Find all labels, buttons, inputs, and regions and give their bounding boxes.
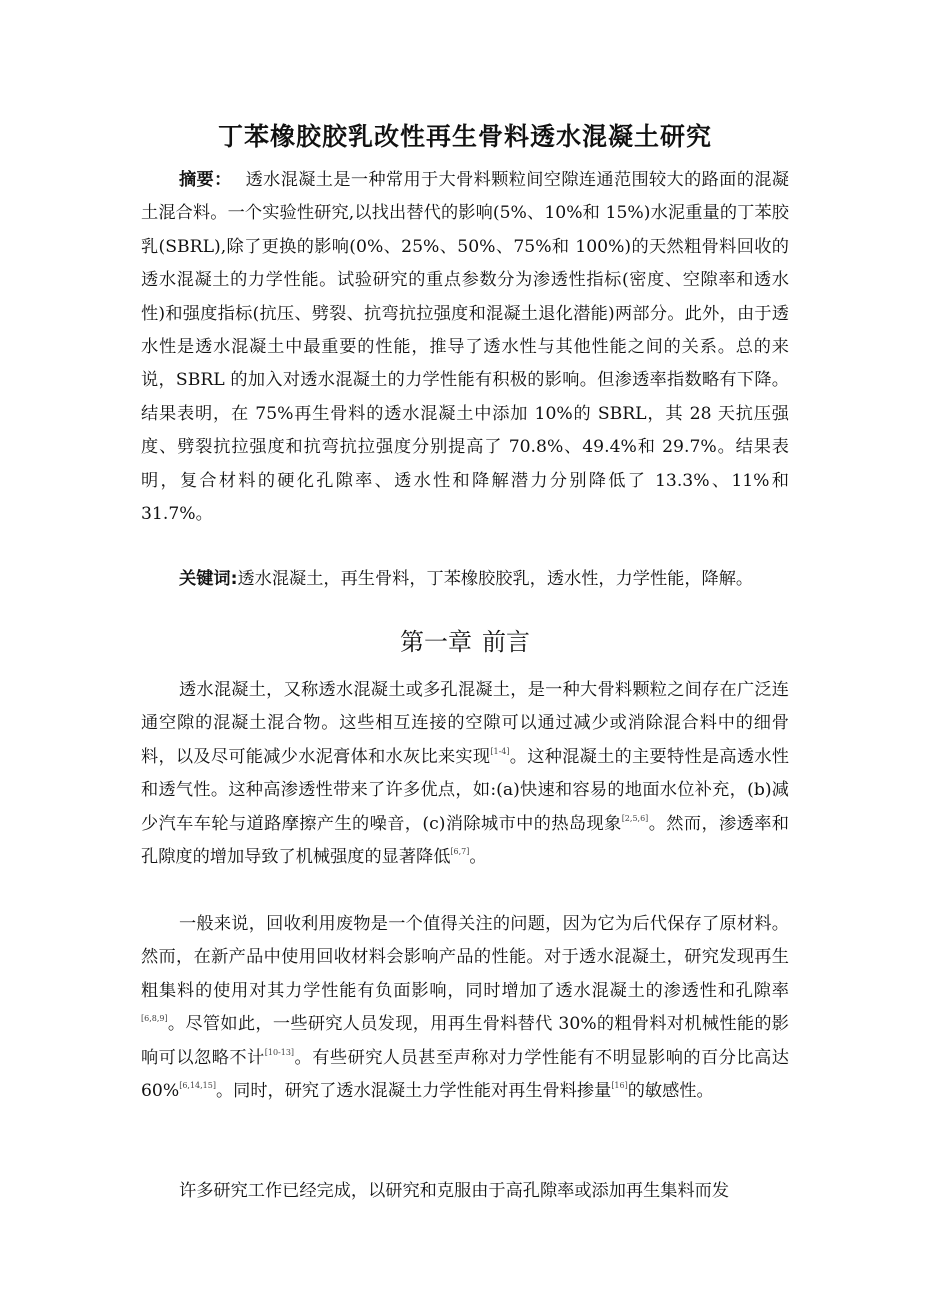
citation: [2,5,6] [621, 813, 649, 823]
paragraph-3: 许多研究工作已经完成，以研究和克服由于高孔隙率或添加再生集料而发 [179, 1181, 730, 1201]
paragraph-1 [141, 674, 789, 874]
paragraph-text: 透水混凝土，又称透水混凝土或多孔混凝土，是一种大骨料颗粒之间存在广泛连通空隙的混凝土混合物。这些相互连接的空隙可以通过减少或消除混合料中的细骨料，以及尽可能减少水泥膏体和水灰比来实现 [141, 680, 789, 767]
paragraph-text: 。 [469, 847, 487, 868]
chapter-title: 前言 [482, 628, 530, 656]
paragraph-text: 。同时，研究了透水混凝土力学性能对再生骨料掺量 [215, 1081, 612, 1102]
paragraph-text: 。这种混凝土的主要特性是高透水性和透气性。这种高渗透性带来了许多优点，如:(a)快速和容易的地面水位补充，(b)减少汽车车轮与道路摩擦产生的噪音，(c)消除城市中的热岛现象 [141, 746, 789, 834]
paragraph-text: 的敏感性。 [627, 1081, 714, 1102]
citation: [6,8,9] [141, 1014, 168, 1024]
paper-title: 丁苯橡胶胶乳改性再生骨料透水混凝土研究 [217, 122, 712, 151]
keywords-label: 关键词: [179, 569, 238, 589]
citation: [1-4] [490, 746, 510, 756]
paragraph-2 [141, 908, 789, 1108]
citation: [16] [611, 1081, 628, 1091]
abstract-label: 摘要： [179, 170, 232, 190]
keywords-text: 透水混凝土，再生骨料，丁苯橡胶胶乳，透水性，力学性能，降解。 [237, 569, 754, 589]
citation: [6,14,15] [179, 1081, 216, 1091]
citation: [6,7] [450, 847, 470, 857]
paragraph-text: 一般来说，回收利用废物是一个值得关注的问题，因为它为后代保存了原材料。然而，在新产品中使用回收材料会影响产品的性能。对于透水混凝土，研究发现再生粗集料的使用对其力学性能有负面影响，同时增加了透水混凝土的渗透性和孔隙率 [141, 914, 789, 1001]
abstract [141, 164, 789, 531]
paragraph-text: 。然而，渗透率和孔隙度的增加导致了机械强度的显著降低 [141, 813, 789, 868]
citation: [10-13] [264, 1047, 295, 1057]
keywords [141, 563, 789, 596]
chapter-heading [140, 623, 790, 661]
paragraph-text: 。尽管如此，一些研究人员发现，用再生骨料替代 30%的粗骨料对机械性能的影响可以忽略不计 [141, 1014, 789, 1068]
abstract-text: 透水混凝土是一种常用于大骨料颗粒间空隙连通范围较大的路面的混凝土混合料。一个实验性研究,以找出替代的影响(5%、10%和 15%)水泥重量的丁苯胶乳(SBRL),除了更换的影响(0%、25%、50%、75%和 100%)的天然粗骨料回收的透水混凝土的力学性能。试验研究的重点参数分为渗透性指标(密度、空隙率和透水性)和强度指标(抗压、劈裂、抗弯抗拉强度和混凝土退化潜能)两部分。此外，由于透水性是透水混凝土中最重要的性能，推导了透水性与其他性能之间的关系。总的来说，SBRL 的加入对透水混凝土的力学性能有积极的影响。但渗透率指数略有下降。结果表明，在 75%再生骨料的透水混凝土中添加 10%的 SBRL，其 28 天抗压强度、劈裂抗拉强度和抗弯抗拉强度分别提高了 70.8%、49.4%和 29.7%。结果表明，复合材料的硬化孔隙率、透水性和降解潜力分别降低了 13.3%、11%和 31.7%。 [141, 170, 789, 525]
chapter-number: 第一章 [400, 628, 472, 656]
paragraph-text: 。有些研究人员甚至声称对力学性能有不明显影响的百分比高达 60% [141, 1047, 789, 1102]
